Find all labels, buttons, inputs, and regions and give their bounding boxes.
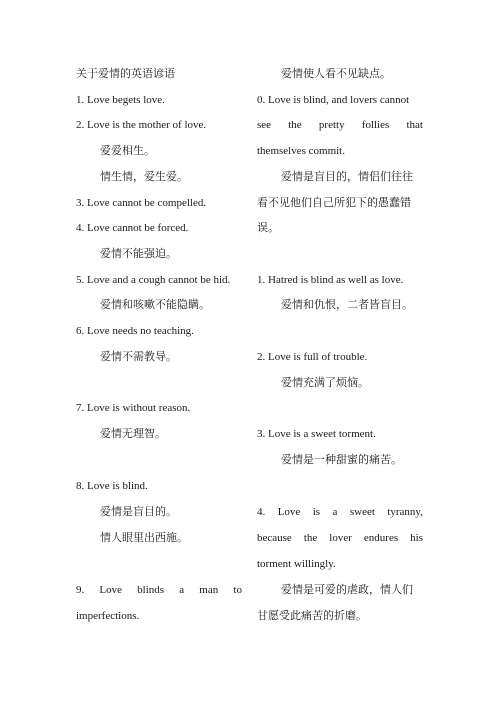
proverb-8: 8. Love is blind. xyxy=(76,480,148,492)
word: man xyxy=(199,584,219,596)
translation-2a: 爱爱相生。 xyxy=(100,145,155,157)
translation-14b: 甘愿受此痛苦的折磨。 xyxy=(257,610,367,622)
word: sweet xyxy=(349,506,375,518)
translation-6: 爱情不需教导。 xyxy=(100,351,177,363)
proverb-10-line2 xyxy=(257,117,423,133)
word: 9. xyxy=(76,584,85,596)
word: a xyxy=(332,506,338,518)
proverb-9-line2: imperfections. xyxy=(76,610,140,622)
word: endures xyxy=(363,532,399,544)
translation-8a: 爱情是盲目的。 xyxy=(100,506,177,518)
word: his xyxy=(410,532,423,544)
proverb-4: 4. Love cannot be forced. xyxy=(76,222,189,234)
proverb-5: 5. Love and a cough cannot be hid. xyxy=(76,274,231,286)
proverb-3: 3. Love cannot be compelled. xyxy=(76,197,207,209)
word: blinds xyxy=(137,584,165,596)
word: tyranny, xyxy=(387,506,423,518)
translation-7: 爱情无理智。 xyxy=(100,428,166,440)
word: Love xyxy=(277,506,301,518)
word: the xyxy=(288,119,302,131)
translation-11: 爱情和仇恨，二者皆盲目。 xyxy=(281,299,413,311)
translation-14a: 爱情是可爱的虐政，情人们 xyxy=(281,584,413,596)
word: pretty xyxy=(318,119,345,131)
document-title: 关于爱情的英语谚语 xyxy=(76,68,175,80)
word: the xyxy=(303,532,318,544)
translation-10c: 误。 xyxy=(257,222,279,234)
translation-8b: 情人眼里出西施。 xyxy=(100,532,188,544)
word: follies xyxy=(361,119,390,131)
word: because xyxy=(257,532,292,544)
translation-2b: 情生情，爱生爱。 xyxy=(100,171,188,183)
translation-12: 爱情充满了烦恼。 xyxy=(281,377,369,389)
word: that xyxy=(406,119,423,131)
proverb-6: 6. Love needs no teaching. xyxy=(76,325,194,337)
translation-4: 爱情不能强迫。 xyxy=(100,248,177,260)
translation-prev: 爱情使人看不见缺点。 xyxy=(281,68,391,80)
word: a xyxy=(179,584,185,596)
translation-10a: 爱情是盲目的，情侣们往往 xyxy=(281,171,413,183)
proverb-1: 1. Love begets love. xyxy=(76,94,165,106)
word: is xyxy=(312,506,321,518)
translation-13: 爱情是一种甜蜜的痛苦。 xyxy=(281,454,402,466)
proverb-14-line1 xyxy=(257,504,423,520)
proverb-13: 3. Love is a sweet torment. xyxy=(257,428,376,440)
proverb-10-line3: themselves commit. xyxy=(257,145,345,157)
proverb-2: 2. Love is the mother of love. xyxy=(76,119,207,131)
word: lover xyxy=(329,532,352,544)
word: Love xyxy=(99,584,123,596)
proverb-10-line1: 0. Love is blind, and lovers cannot xyxy=(257,94,410,106)
proverb-9-line1 xyxy=(76,582,242,598)
proverb-7: 7. Love is without reason. xyxy=(76,402,191,414)
word: see xyxy=(257,119,272,131)
translation-10b: 看不见他们自己所犯下的愚蠢错 xyxy=(257,197,411,209)
proverb-14-line3: torment willingly. xyxy=(257,558,336,570)
proverb-12: 2. Love is full of trouble. xyxy=(257,351,368,363)
word: 4. xyxy=(257,506,266,518)
proverb-14-line2 xyxy=(257,530,423,546)
translation-5: 爱情和咳嗽不能隐瞒。 xyxy=(100,299,210,311)
proverb-11: 1. Hatred is blind as well as love. xyxy=(257,274,404,286)
word: to xyxy=(233,584,242,596)
